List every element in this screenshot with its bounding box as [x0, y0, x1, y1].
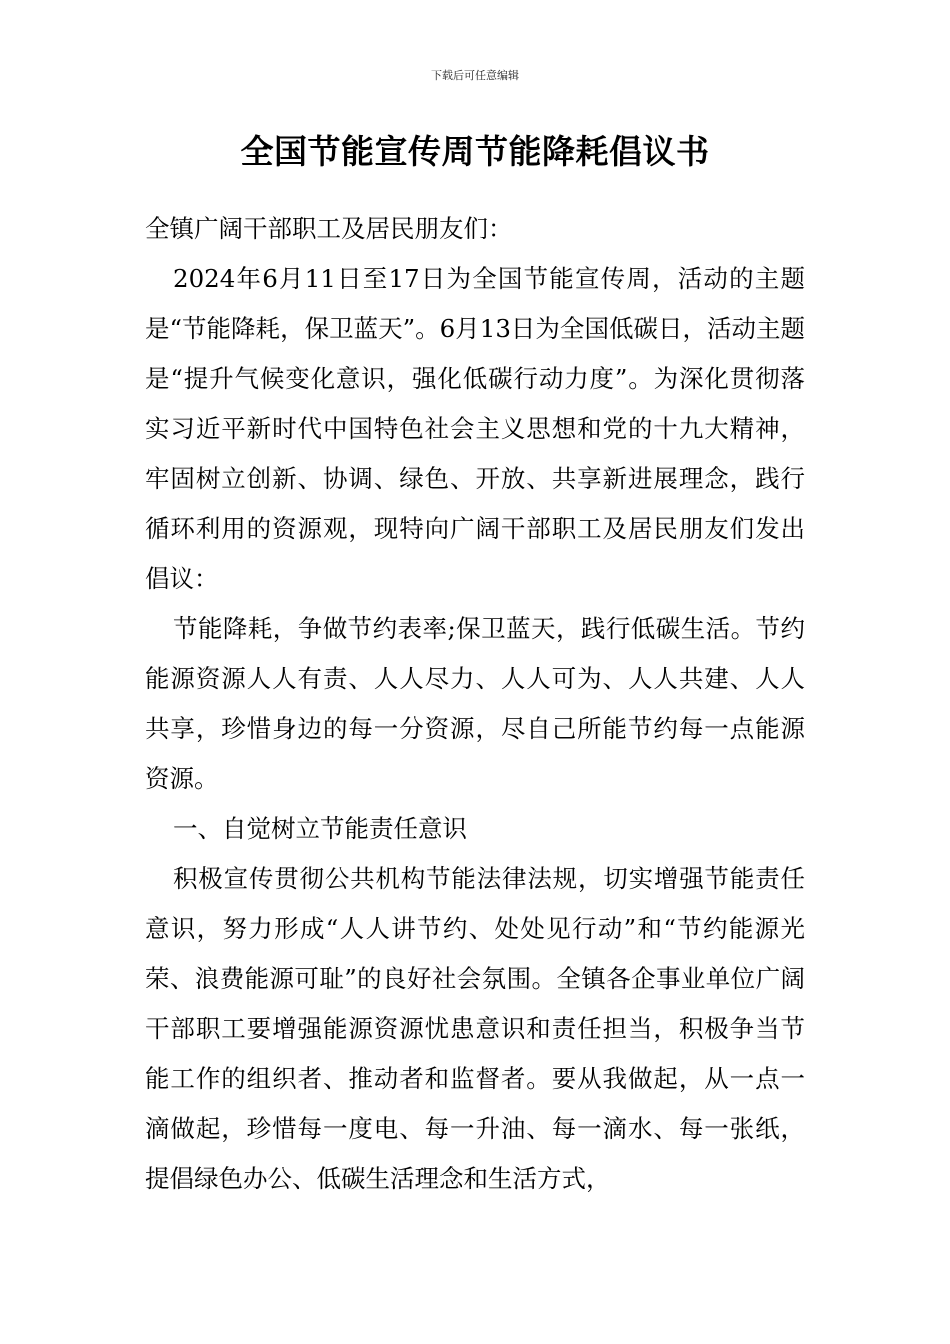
page-title: 全国节能宣传周节能降耗倡议书 [240, 132, 710, 171]
section-heading: 一、自觉树立节能责任意识 [173, 814, 467, 843]
paragraph: 积极宣传贯彻公共机构节能法律法规，切实增强节能责任意识，努力形成“人人讲节约、处处见行动”和“节约能源光荣、浪费能源可耻”的良好社会氛围。全镇各企事业单位广阔干部职工要增强能源资源忧患意识和责任担当，积极争当节能工作的组织者、推动者和监督者。要从我做起，从一点一滴做起，珍惜每一度电、每一升油、每一滴水、每一张纸，提倡绿色办公、低碳生活理念和生活方式， [145, 864, 805, 1193]
salutation: 全镇广阔干部职工及居民朋友们： [145, 214, 513, 243]
paragraph: 节能降耗，争做节约表率;保卫蓝天，践行低碳生活。节约能源资源人人有责、人人尽力、人人可为、人人共建、人人共享，珍惜身边的每一分资源，尽自己所能节约每一点能源资源。 [145, 614, 805, 793]
document-body [145, 204, 805, 1204]
header-note: 下载后可任意编辑 [431, 69, 519, 82]
paragraph: 2024年6月11日至17日为全国节能宣传周，活动的主题是“节能降耗，保卫蓝天”。6月13日为全国低碳日，活动主题是“提升气候变化意识，强化低碳行动力度”。为深化贯彻落实习近平新时代中国特色社会主义思想和党的十九大精神，牢固树立创新、协调、绿色、开放、共享新进展理念，践行循环利用的资源观，现特向广阔干部职工及居民朋友们发出倡议： [145, 264, 805, 593]
